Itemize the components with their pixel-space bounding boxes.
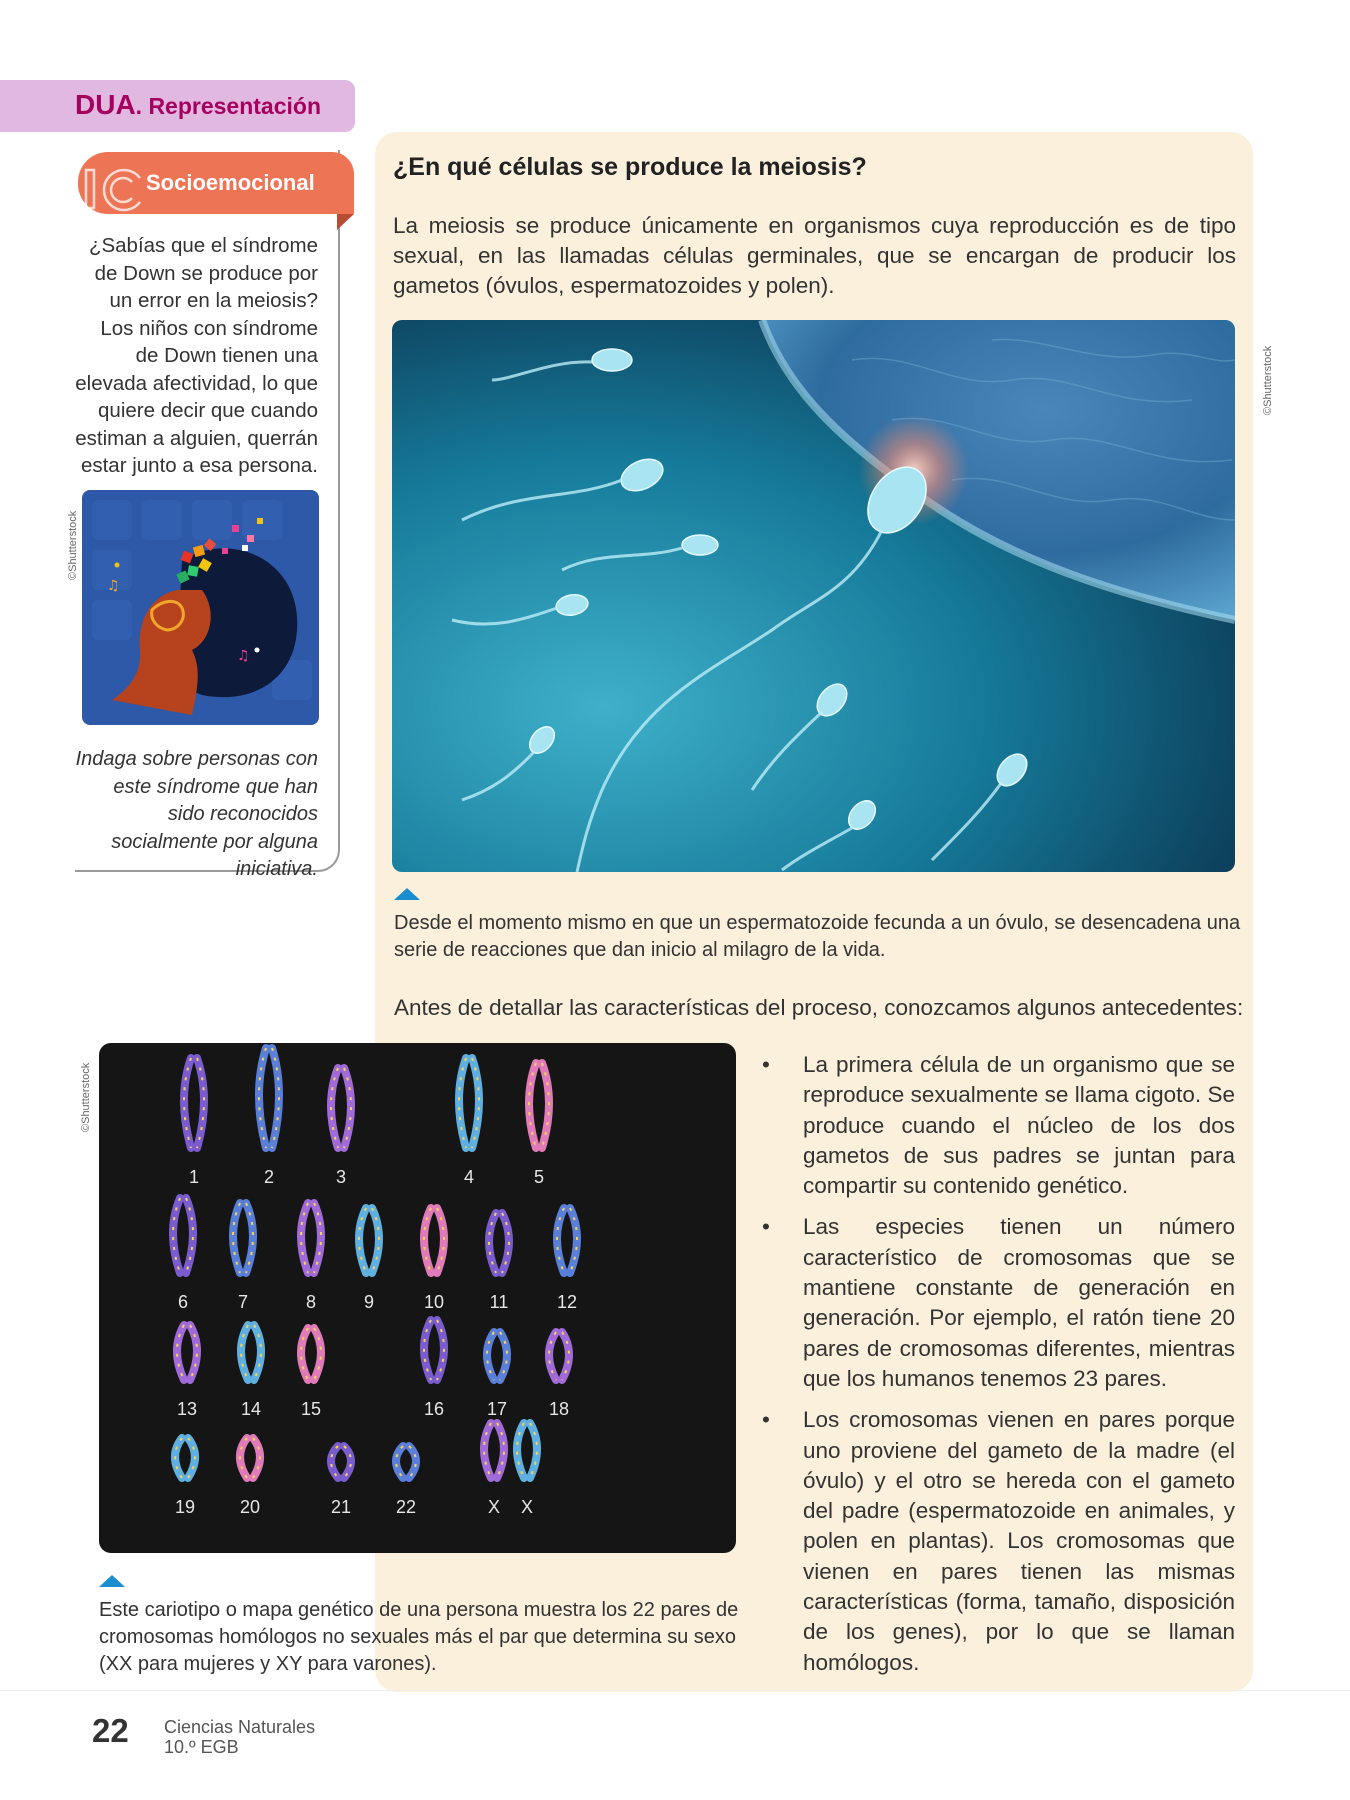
- chromosome-pair: [301, 1328, 321, 1380]
- chromosome-label: 10: [423, 1292, 445, 1312]
- chromosome-label: 13: [176, 1399, 198, 1419]
- chromosome-label: X: [520, 1497, 534, 1517]
- grade-level: 10.º EGB: [164, 1737, 239, 1757]
- chromosome-pair: [396, 1446, 416, 1478]
- chromosome: [188, 1438, 195, 1478]
- chromosome-pair: [240, 1438, 260, 1478]
- photo-credit-socio: ©Shutterstock: [67, 510, 79, 580]
- chromosome-label: 9: [363, 1292, 375, 1312]
- bullet-icon: •: [762, 1052, 770, 1077]
- chromosome-pair: [484, 1423, 504, 1478]
- section-title: ¿En qué células se produce la meiosis?: [393, 153, 867, 181]
- antecedentes-list: [760, 1050, 1235, 1689]
- chromosome-label: 6: [177, 1292, 189, 1312]
- chromosome: [409, 1446, 416, 1478]
- chromosome-pair: [233, 1203, 253, 1273]
- chromosome-label: 17: [486, 1399, 508, 1419]
- dua-prefix: DUA: [75, 89, 136, 120]
- dua-tab: [0, 80, 355, 132]
- chromosome: [241, 1325, 248, 1380]
- chromosome: [497, 1423, 504, 1478]
- bullet-icon: •: [762, 1407, 770, 1433]
- chromosome-label: 11: [489, 1292, 509, 1312]
- chromosome-label: 7: [237, 1292, 249, 1312]
- chromosome-pair: [489, 1213, 509, 1273]
- chromosome-label: 19: [174, 1497, 196, 1517]
- antecedentes-intro: Antes de detallar las características del proceso, conozcamos algunos antecedentes:: [394, 995, 1244, 1020]
- chromosome-pair: [177, 1325, 197, 1380]
- chromosome-pair: [175, 1438, 195, 1478]
- list-item-text: La primera célula de un organismo que se reproduce sexualmente se llama cigoto. Se produce cuando el núcleo de los dos gametos de sus padres se juntan para compartir su contenido genético.: [803, 1052, 1235, 1199]
- caption-triangle-icon: [394, 888, 420, 900]
- chromosome-label: 1: [188, 1167, 200, 1187]
- footer-divider: [0, 1690, 1350, 1691]
- chromosome: [190, 1325, 197, 1380]
- caption-triangle-icon: [99, 1575, 125, 1587]
- list-item-text: Los cromosomas vienen en pares porque uno proviene del gameto de la madre (el óvulo) y el otro se hereda con el gameto del padre (espermatozoide en animales, y polen en plantas). Los cromosomas que vienen en pares tienen las mismas características (forma, tamaño, disposición de los genes), por lo que se llaman homólogos.: [803, 1407, 1235, 1675]
- chromosome: [177, 1325, 184, 1380]
- chromosome-pair: [331, 1446, 351, 1478]
- socio-activity-text: Indaga sobre personas con este síndrome que han sido reconocidos socialmente por alguna iniciativa.: [75, 748, 318, 880]
- chromosome: [331, 1446, 338, 1478]
- chromosome-label: 12: [556, 1292, 578, 1312]
- photo-caption: Desde el momento mismo en que un espermatozoide fecunda a un óvulo, se desencadena una serie de reacciones que dan inicio al milagro de la vida.: [394, 912, 1241, 961]
- chromosome: [184, 1058, 191, 1148]
- page-number: 22: [92, 1712, 129, 1749]
- chromosome: [472, 1058, 479, 1148]
- chromosome: [344, 1446, 351, 1478]
- chromosome-label: 20: [239, 1497, 261, 1517]
- fertilization-photo: [392, 320, 1235, 872]
- chromosome-pair: [459, 1058, 479, 1148]
- chromosome-label: 2: [263, 1167, 275, 1187]
- chromosome-label: 3: [335, 1167, 347, 1187]
- bullet-icon: •: [762, 1214, 770, 1240]
- list-item: [760, 1212, 1235, 1394]
- chromosome: [253, 1438, 260, 1478]
- socio-body-text: ¿Sabías que el síndrome de Down se produce por un error en la meiosis? Los niños con síndrome de Down tienen una elevada afectividad, lo que quiere decir que cuando estiman a alguien, querrán estar junto a esa persona.: [75, 234, 318, 477]
- chromosome: [197, 1058, 204, 1148]
- chromosome-pair: [424, 1208, 444, 1273]
- chromosome-pair: [331, 1068, 351, 1148]
- chromosome: [530, 1423, 537, 1478]
- chromosome-pair: [259, 1048, 279, 1148]
- chromosome-label: 8: [305, 1292, 317, 1312]
- chromosome: [301, 1328, 308, 1380]
- intro-paragraph: La meiosis se produce únicamente en organismos cuya reproducción es de tipo sexual, en las llamadas células germinales, que se encargan de producir los gametos (óvulos, espermatozoides y polen).: [393, 213, 1236, 298]
- list-item-text: Las especies tienen un número característico de cromosomas que se mantiene constante de generación en generación. Por ejemplo, el ratón tiene 20 pares de cromosomas diferentes, mientras que los humanos tenemos 23 pares.: [803, 1214, 1235, 1391]
- chromosome: [254, 1325, 261, 1380]
- chromosome: [240, 1438, 247, 1478]
- chromosome-pair: [241, 1325, 261, 1380]
- photo-credit-main: ©Shutterstock: [1262, 345, 1274, 415]
- chromosome-pair: [529, 1063, 549, 1148]
- chromosome: [396, 1446, 403, 1478]
- subject-name: Ciencias Naturales: [164, 1717, 316, 1737]
- chromosome-label: 5: [533, 1167, 545, 1187]
- chromosome: [529, 1063, 536, 1148]
- chromosome: [542, 1063, 549, 1148]
- chromosome-pair: [487, 1332, 507, 1380]
- karyotype-image: [99, 1043, 736, 1553]
- down-syndrome-illustration: [82, 490, 319, 725]
- ic-logo-icon: [80, 156, 148, 216]
- chromosome-label: 18: [548, 1399, 570, 1419]
- chromosome-label: 21: [330, 1497, 352, 1517]
- chromosome-pair: [173, 1198, 193, 1273]
- list-item: [760, 1405, 1235, 1678]
- svg-text:♫: ♫: [237, 648, 250, 664]
- socio-title: Socioemocional: [146, 170, 315, 195]
- chromosome: [175, 1438, 182, 1478]
- dua-label: . Representación: [135, 93, 322, 119]
- chromosome-pair: [549, 1332, 569, 1380]
- chromosome-pair: [424, 1320, 444, 1380]
- chromosome-pair: [517, 1423, 537, 1478]
- list-item: [760, 1050, 1235, 1201]
- book-subject: [164, 1717, 315, 1757]
- chromosome-pair: [301, 1203, 321, 1273]
- socio-header-fold: [337, 214, 354, 230]
- svg-text:♫: ♫: [107, 578, 120, 594]
- chromosome-label: 16: [423, 1399, 445, 1419]
- chromosome: [272, 1048, 279, 1148]
- chromosome-pair: [557, 1208, 577, 1273]
- photo-credit-karyotype: ©Shutterstock: [80, 1062, 92, 1132]
- chromosome-label: 15: [300, 1399, 322, 1419]
- chromosome-label: 22: [395, 1497, 417, 1517]
- chromosome: [517, 1423, 524, 1478]
- chromosome-label: 14: [240, 1399, 262, 1419]
- chromosome-pair: [359, 1208, 379, 1273]
- chromosome-label: 4: [463, 1167, 475, 1187]
- chromosome-label: X: [487, 1497, 501, 1517]
- chromosome: [459, 1058, 466, 1148]
- chromosome: [314, 1328, 321, 1380]
- karyotype-caption: Este cariotipo o mapa genético de una persona muestra los 22 pares de cromosomas homólogos no sexuales más el par que determina su sexo (XX para mujeres y XY para varones).: [99, 1599, 739, 1675]
- chromosome: [484, 1423, 491, 1478]
- chromosome-pair: [184, 1058, 204, 1148]
- chromosome: [259, 1048, 266, 1148]
